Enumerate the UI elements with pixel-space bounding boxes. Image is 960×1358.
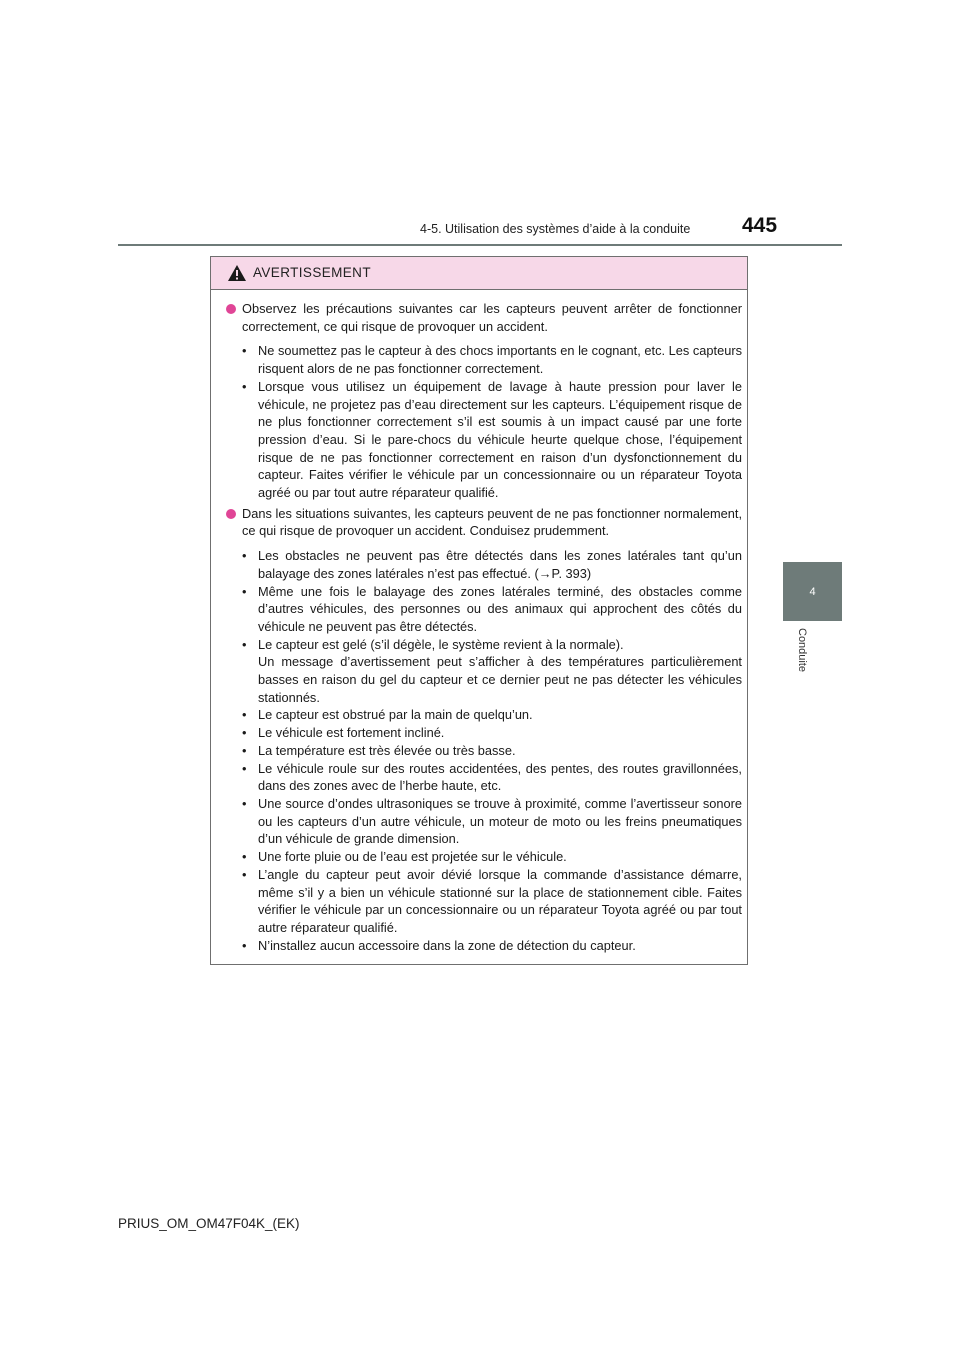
warning-sub-item-text: Une source d’ondes ultrasoniques se trouve à proximité, comme l’avertisseur sonore ou les capteurs d’un autre véhicule, un moteur de moto ou les freins pneumatiques d’un véhicule de grande dimension. (258, 795, 742, 847)
warning-sub-item (242, 760, 742, 795)
bullet-icon: • (242, 548, 247, 564)
warning-sub-item-text: Le capteur est gelé (s’il dégèle, le système revient à la normale). Un message d’avertissement peut s’afficher à des températures particulièrement basses en raison du gel du capteur et ce dernier peut ne pas détecter les véhicules stationnés. (258, 636, 742, 705)
warning-sub-item (242, 937, 742, 955)
warning-point-text: Observez les précautions suivantes car les capteurs peuvent arrêter de fonctionner correctement, ce qui risque de provoquer un accident. (242, 301, 742, 334)
bullet-icon: • (242, 866, 247, 882)
chapter-tab: 4 (783, 562, 842, 621)
bullet-icon: • (242, 343, 247, 359)
warning-sub-item-text: Ne soumettez pas le capteur à des chocs importants en le cognant, etc. Les capteurs risquent alors de ne pas fonctionner correctement. (258, 343, 742, 377)
bullet-icon: • (242, 742, 247, 758)
warning-sub-item (242, 706, 742, 724)
page-number: 445 (742, 214, 778, 237)
warning-sub-item (242, 378, 742, 502)
bullet-icon: • (242, 707, 247, 723)
footer-doc-code: PRIUS_OM_OM47F04K_(EK) (118, 1216, 300, 1231)
bullet-icon: • (242, 849, 247, 865)
bullet-icon: • (242, 937, 247, 953)
warning-sub-item-text: Une forte pluie ou de l’eau est projetée sur le véhicule. (258, 849, 567, 865)
bullet-icon: • (242, 725, 247, 741)
warning-sub-item (242, 583, 742, 636)
warning-title: AVERTISSEMENT (253, 265, 371, 280)
warning-sub-item-text: Les obstacles ne peuvent pas être détectés dans les zones latérales tant qu’un balayage des zones latérales n’est pas effectué. (→P. 393) (258, 548, 742, 581)
warning-sub-item (242, 795, 742, 848)
warning-sub-item (242, 848, 742, 866)
warning-sub-item (242, 636, 742, 707)
header-section: 4-5. Utilisation des systèmes d’aide à la conduite (420, 222, 691, 236)
warning-sub-item-text: L’angle du capteur peut avoir dévié lorsque la commande d’assistance démarre, même s’il y a bien un véhicule stationné sur la place de stationnement cible. Faites vérifier le véhicule par un concessionnaire ou un réparateur Toyota agréé ou par tout autre réparateur qualifié. (258, 866, 742, 935)
warning-sub-item-text: N’installez aucun accessoire dans la zone de détection du capteur. (258, 937, 636, 953)
header-rule (118, 244, 842, 246)
bullet-icon: • (242, 636, 247, 652)
warning-sub-item (242, 742, 742, 760)
warning-point (226, 505, 742, 540)
warning-sub-item-text: La température est très élevée ou très basse. (258, 742, 516, 758)
warning-sub-item (242, 547, 742, 582)
bullet-icon: • (242, 760, 247, 776)
warning-box (210, 256, 748, 965)
warning-sub-list (226, 547, 742, 954)
warning-header (211, 257, 747, 290)
warning-point-text: Dans les situations suivantes, les capteurs peuvent de ne pas fonctionner normalement, ce qui risque de provoquer un accident. Conduisez prudemment. (242, 505, 742, 539)
bullet-dot-icon (226, 509, 236, 519)
warning-sub-item (242, 866, 742, 937)
warning-sub-list (226, 342, 742, 501)
warning-sub-item-text: Le capteur est obstrué par la main de quelqu’un. (258, 707, 533, 723)
bullet-dot-icon (226, 304, 236, 314)
warning-sub-item-text: Lorsque vous utilisez un équipement de lavage à haute pression pour laver le véhicule, ne projetez pas d’eau directement sur les capteurs. L’équipement risque de ne plus fonctionner correctement s’il est soumis à un impact causé par une forte pression d’eau. Si le pare-chocs du véhicule heurte quelque chose, l’équipement risque de ne pas fonctionner correctement en raison d’un dysfonctionnement du capteur. Faites vérifier le véhicule par un concessionnaire ou un réparateur Toyota agréé ou par tout autre réparateur qualifié. (258, 378, 742, 501)
warning-sub-item-text: Le véhicule est fortement incliné. (258, 725, 445, 741)
warning-body (211, 290, 747, 954)
bullet-icon: • (242, 795, 247, 811)
warning-sub-item (242, 342, 742, 377)
warning-point (226, 300, 742, 335)
warning-sub-item (242, 724, 742, 742)
chapter-label: Conduite (796, 628, 808, 673)
warning-sub-item-text: Même une fois le balayage des zones latérales terminé, des obstacles comme d’autres véhicules, des personnes ou des animaux qui approchent des côtés du véhicule ne peuvent pas être détectés. (258, 583, 742, 634)
bullet-icon: • (242, 583, 247, 599)
warning-sub-item-text: Le véhicule roule sur des routes accidentées, des pentes, des routes gravillonnées, dans des zones avec de l’herbe haute, etc. (258, 760, 742, 794)
bullet-icon: • (242, 378, 247, 394)
warning-triangle-icon (227, 264, 247, 282)
